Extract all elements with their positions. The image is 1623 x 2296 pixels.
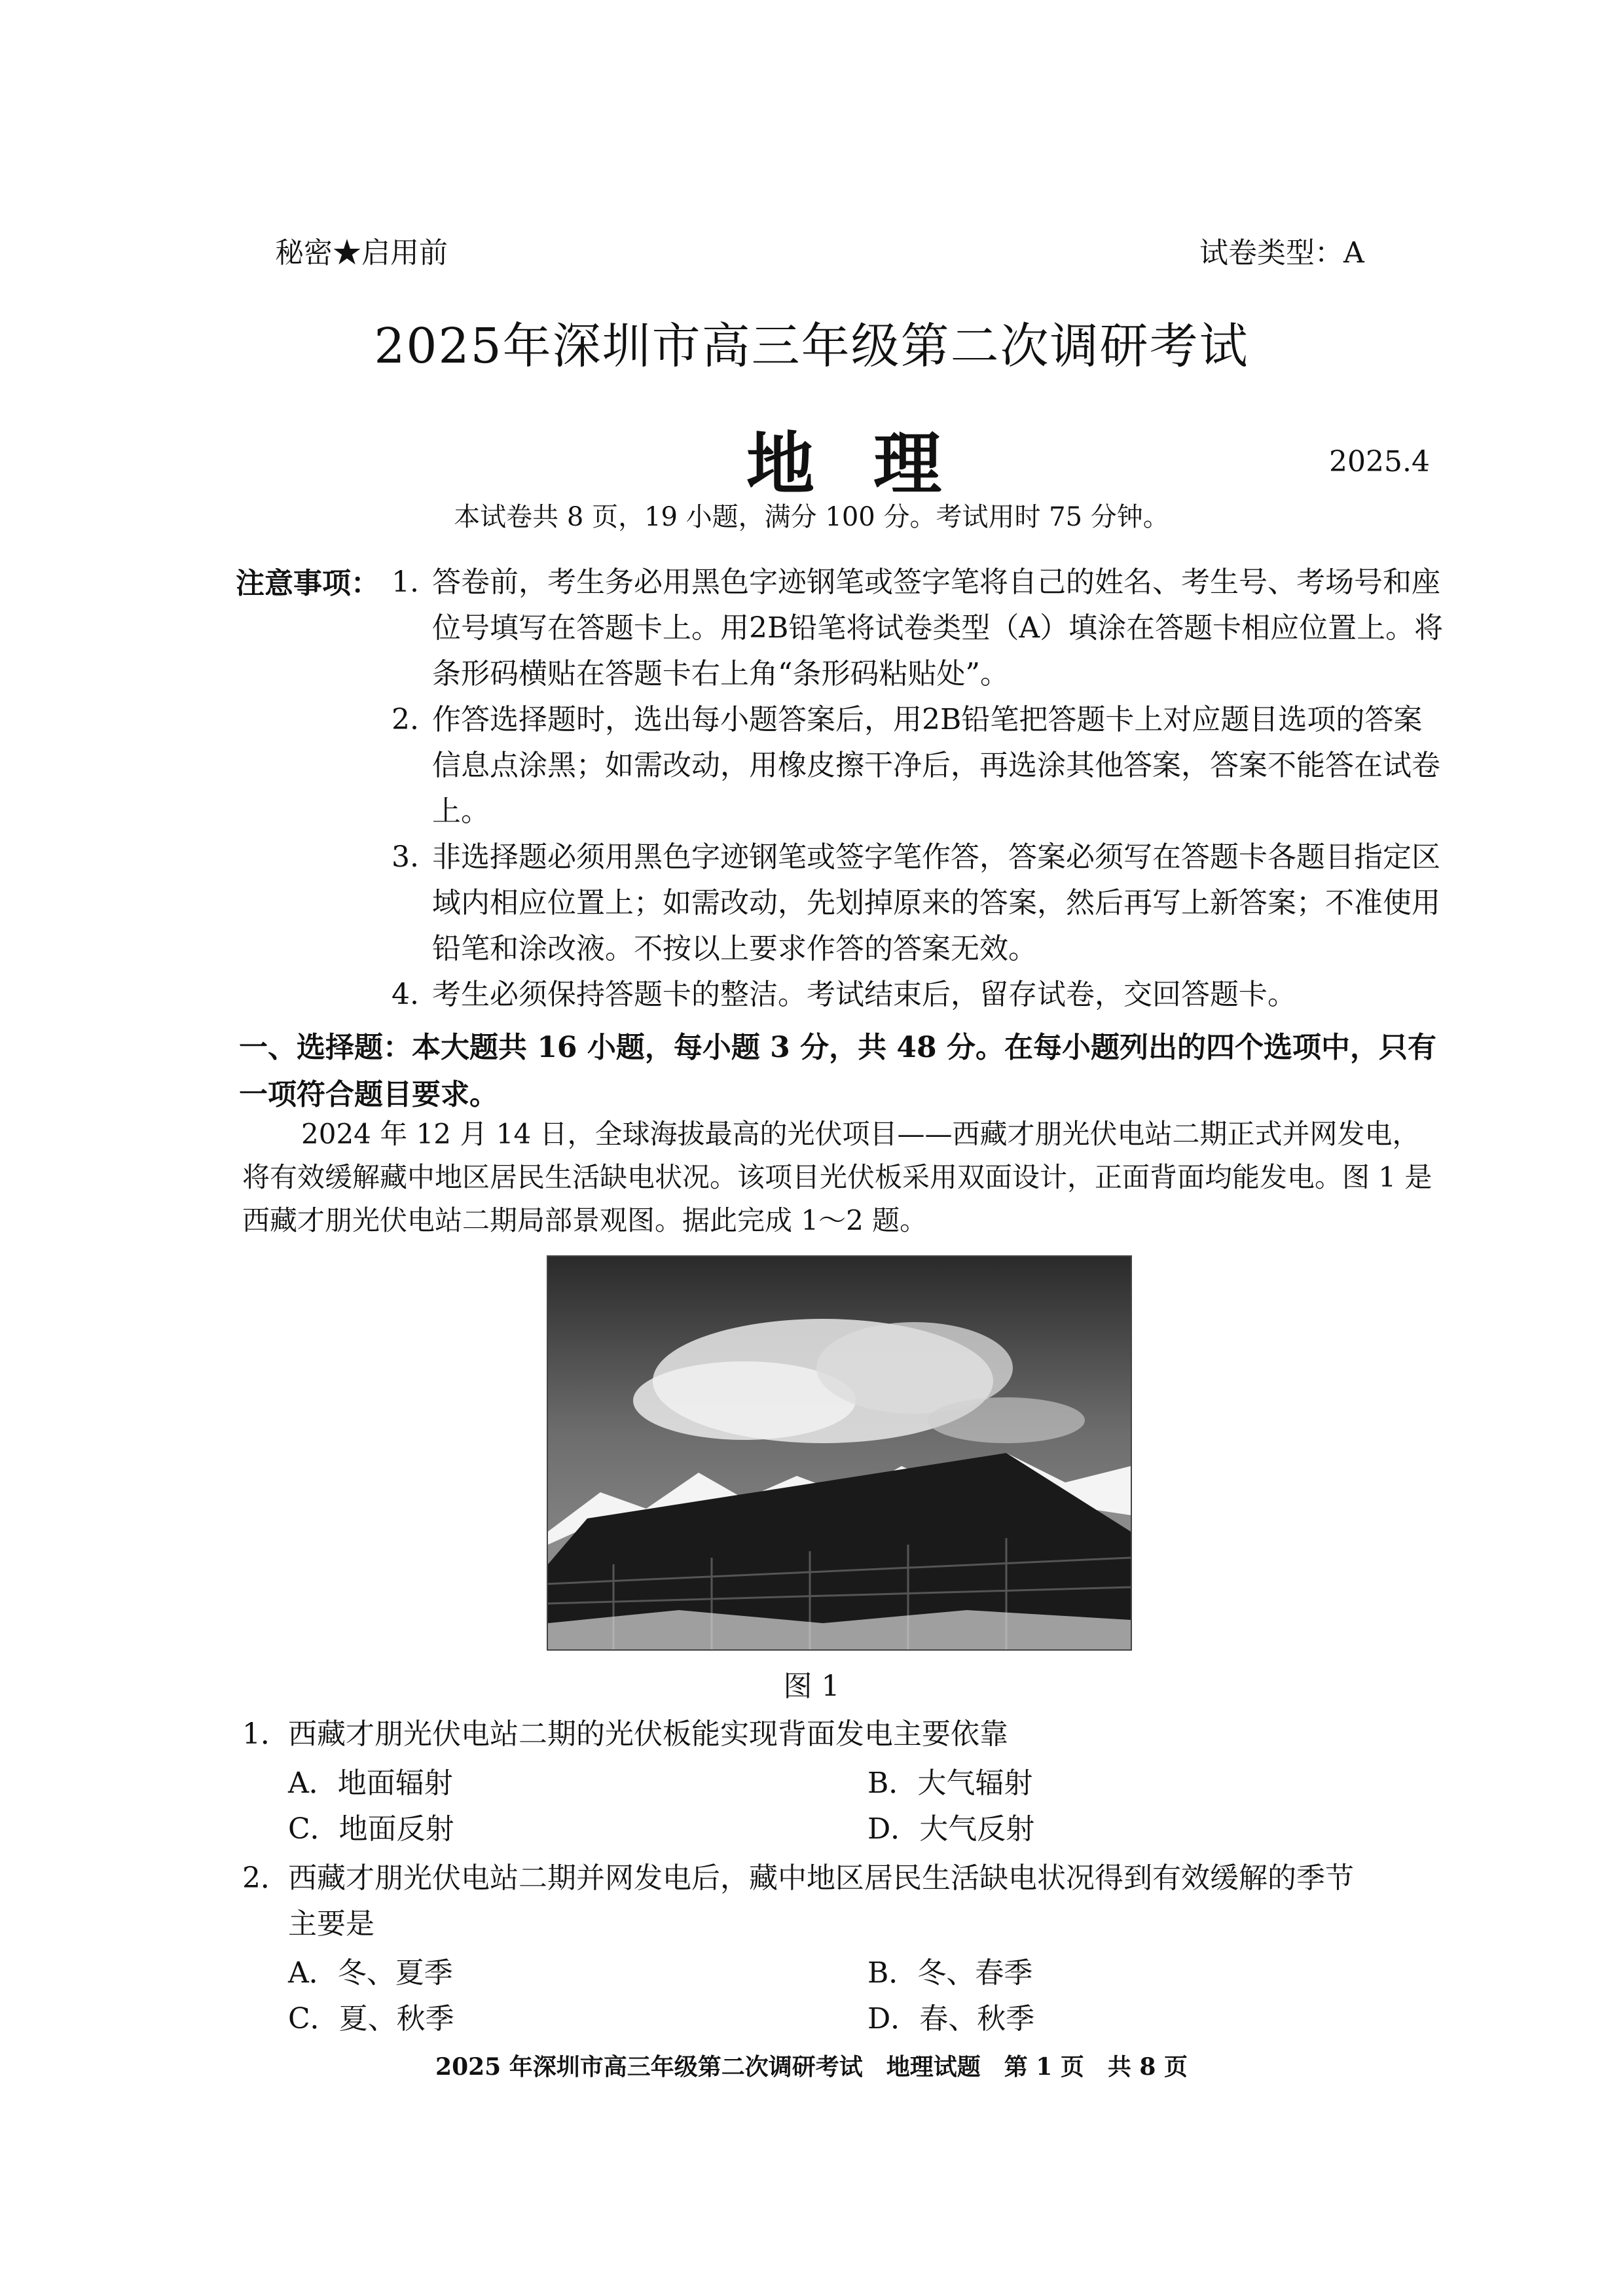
option-a: A．冬、夏季 xyxy=(288,1956,453,1990)
exam-title: 2025年深圳市高三年级第二次调研考试 xyxy=(374,318,1249,374)
question-stem: 西藏才朋光伏电站二期的光伏板能实现背面发电主要依靠 xyxy=(288,1717,1008,1751)
note-item: 非选择题必须用黑色字迹钢笔或签字笔作答，答案必须写在答题卡各题目指定区域内相应位置上；如需改动，先划掉原来的答案，然后再写上新答案；不准使用铅笔和涂改液。不按以上要求作答的答案无效。 xyxy=(432,840,1440,965)
option-a: A．地面辐射 xyxy=(288,1767,453,1800)
note-item: 考生必须保持答题卡的整洁。考试结束后，留存试卷，交回答题卡。 xyxy=(432,978,1296,1011)
section-heading: 一、选择题：本大题共 16 小题，每小题 3 分，共 48 分。在每小题列出的四个选项中，只有一项符合题目要求。 xyxy=(239,1031,1436,1111)
option-d: D．大气反射 xyxy=(867,1812,1035,1846)
notes-label: 注意事项： xyxy=(236,567,380,600)
option-b: B．大气辐射 xyxy=(867,1767,1033,1800)
paper-type-label: 试卷类型：A xyxy=(1199,236,1364,270)
note-number: 2. xyxy=(392,703,419,736)
solar-station-photo xyxy=(547,1255,1132,1651)
subject-title: 地理 xyxy=(746,423,1001,504)
question-stem-continued: 主要是 xyxy=(288,1907,374,1941)
option-c: C．地面反射 xyxy=(288,1812,454,1846)
note-number: 1. xyxy=(392,565,419,599)
option-c: C．夏、秋季 xyxy=(288,2002,454,2036)
question-number: 1． xyxy=(242,1717,289,1751)
figure-caption: 图 1 xyxy=(783,1670,840,1703)
question-stem: 西藏才朋光伏电站二期并网发电后，藏中地区居民生活缺电状况得到有效缓解的季节 xyxy=(288,1861,1354,1895)
option-d: D．春、秋季 xyxy=(867,2002,1035,2036)
question-number: 2． xyxy=(242,1861,289,1895)
note-number: 4. xyxy=(392,978,419,1011)
note-number: 3. xyxy=(392,840,419,874)
confidential-label: 秘密★启用前 xyxy=(275,236,448,270)
exam-date: 2025.4 xyxy=(1329,445,1430,478)
option-b: B．冬、春季 xyxy=(867,1956,1033,1990)
note-item: 答卷前，考生务必用黑色字迹钢笔或签字笔将自己的姓名、考生号、考场号和座位号填写在答题卡上。用2B铅笔将试卷类型（A）填涂在答题卡相应位置上。将条形码横贴在答题卡右上角“条形码粘贴处”。 xyxy=(432,565,1444,691)
note-item: 作答选择题时，选出每小题答案后，用2B铅笔把答题卡上对应题目选项的答案信息点涂黑；如需改动，用橡皮擦干净后，再选涂其他答案，答案不能答在试卷上。 xyxy=(432,703,1440,828)
reading-passage: 2024 年 12 月 14 日，全球海拔最高的光伏项目——西藏才朋光伏电站二期正式并网发电，将有效缓解藏中地区居民生活缺电状况。该项目光伏板采用双面设计，正面背面均能发电。图 1 是西藏才朋光伏电站二期局部景观图。据此完成 1～2 题。 xyxy=(242,1118,1432,1236)
paper-summary: 本试卷共 8 页，19 小题，满分 100 分。考试用时 75 分钟。 xyxy=(454,502,1169,532)
page-footer: 2025 年深圳市高三年级第二次调研考试 地理试题 第 1 页 共 8 页 xyxy=(435,2053,1188,2081)
